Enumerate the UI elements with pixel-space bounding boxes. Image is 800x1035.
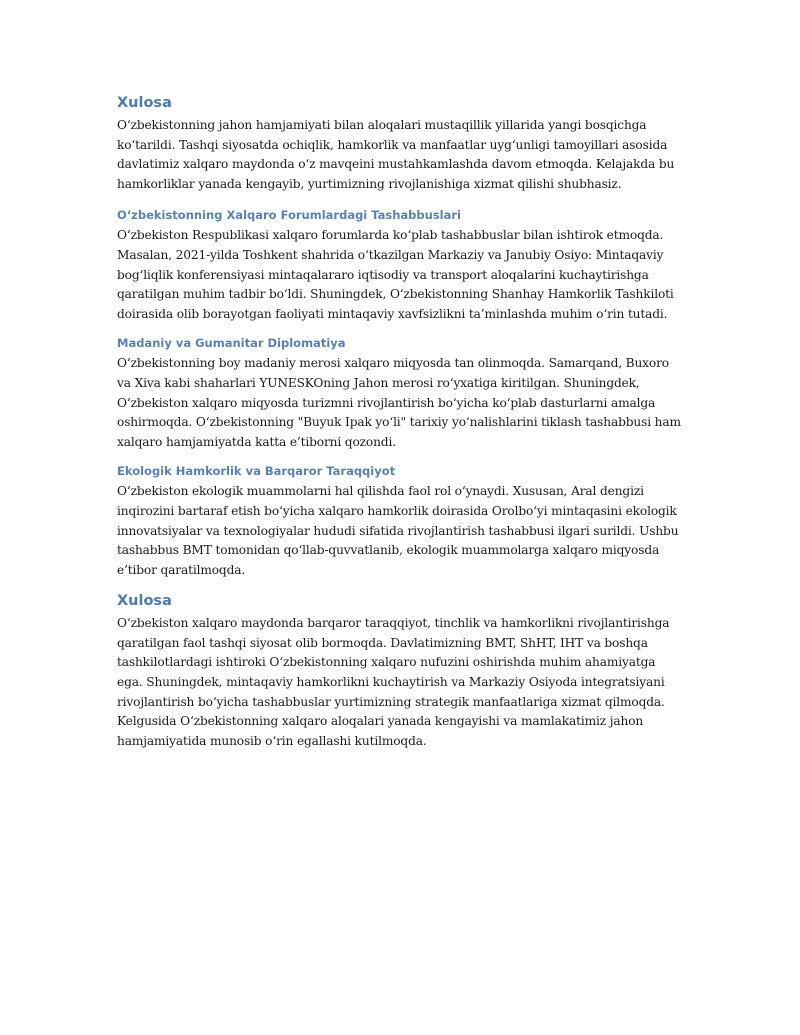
section-heading: O‘zbekistonning Xalqaro Forumlardagi Tashabbuslari [117,208,461,223]
document-page [117,93,683,751]
section-heading: Ekologik Hamkorlik va Barqaror Taraqqiyot [117,464,396,479]
section-cultural-diplomacy [117,335,683,452]
section-heading: Xulosa [117,95,172,111]
section-paragraph: O‘zbekiston ekologik muammolarni hal qilishda faol rol o‘ynaydi. Xususan, Aral dengizi inqirozini bartaraf etish bo‘yicha xalqaro hamkorlik doirasida Orolbo‘yi mintaqasini ekologik innovatsiyalar va texnologiyalar hududi sifatida rivojlantirish tashabbusi ilgari surildi. Ushbu tashabbus BMT tomonidan qo‘llab-quvvatlanib, ekologik muammolarga xalqaro miqyosda e’tibor qaratilmoqda. [117,484,679,577]
section-xulosa-intro [117,93,683,194]
section-heading: Xulosa [117,593,172,610]
section-heading: Madaniy va Gumanitar Diplomatiya [117,336,346,351]
section-paragraph: O‘zbekiston Respublikasi xalqaro forumlarda ko‘plab tashabbuslar bilan ishtirok etmoqda. Masalan, 2021-yilda Toshkent shahrida o‘tkazilgan Markaziy va Janubiy Osiyo: Mintaqaviy bog‘liqlik konferensiyasi mintaqalararo iqtisodiy va transport aloqalarini kuchaytirishga qaratilgan muhim tadbir bo‘ldi. Shuningdek, O‘zbekistonning Shanhay Hamkorlik Tashkiloti doirasida olib borayotgan faoliyati mintaqaviy xavfsizlikni ta’minlashda muhim o‘rin tutadi. [117,228,674,321]
section-xulosa-conclusion [117,591,683,751]
section-paragraph: O‘zbekiston xalqaro maydonda barqaror taraqqiyot, tinchlik va hamkorlikni rivojlantirishga qaratilgan faol tashqi siyosat olib bormoqda. Davlatimizning BMT, ShHT, IHT va boshqa tashkilotlardagi ishtiroki O‘zbekistonning xalqaro nufuzini oshirishda muhim ahamiyatga ega. Shuningdek, mintaqaviy hamkorlikni kuchaytirish va Markaziy Osiyoda integratsiyani rivojlantirish bo‘yicha tashabbuslar yurtimizning strategik manfaatlariga xizmat qilmoqda. Kelgusida O‘zbekistonning xalqaro aloqalari yanada kengayishi va mamlakatimiz jahon hamjamiyatida munosib o‘rin egallashi kutilmoqda. [117,616,670,748]
section-paragraph: O‘zbekistonning jahon hamjamiyati bilan aloqalari mustaqillik yillarida yangi bosqichga ko‘tarildi. Tashqi siyosatda ochiqlik, hamkorlik va manfaatlar uyg‘unligi tamoyillari asosida davlatimiz xalqaro maydonda o‘z mavqeini mustahkamlashda davom etmoqda. Kelajakda bu hamkorliklar yanada kengayib, yurtimizning rivojlanishiga xizmat qilishi shubhasiz. [117,118,675,191]
section-forum-initiatives [117,207,683,324]
section-paragraph: O‘zbekistonning boy madaniy merosi xalqaro miqyosda tan olinmoqda. Samarqand, Buxoro va Xiva kabi shaharlari YUNESKOning Jahon merosi ro‘yxatiga kiritilgan. Shuningdek, O‘zbekiston xalqaro miqyosda turizmni rivojlantirish bo‘yicha ko‘plab dasturlarni amalga oshirmoqda. O‘zbekistonning "Buyuk Ipak yo‘li" tarixiy yo‘nalishlarini tiklash tashabbusi ham xalqaro hamjamiyatda katta e’tiborni qozondi. [117,356,681,449]
section-ecological-cooperation [117,463,683,580]
